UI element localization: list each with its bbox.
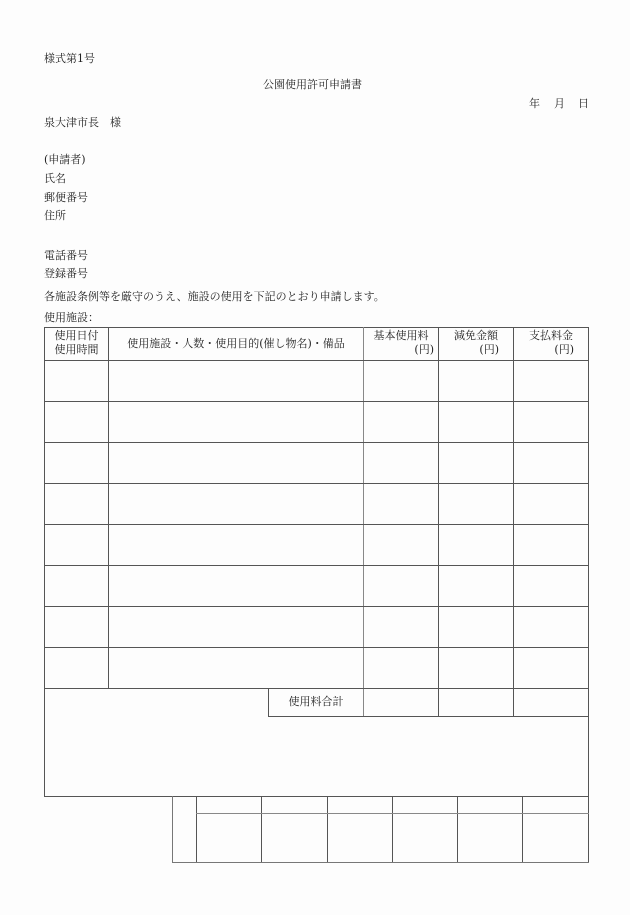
registration-field[interactable] [100, 265, 384, 283]
table-row[interactable] [45, 361, 588, 401]
header-payment [514, 329, 588, 357]
grid-line [457, 796, 458, 863]
table-row[interactable] [45, 525, 588, 565]
statement: 各施設条例等を厳守のうえ、施設の使用を下記のとおり申請します。 [44, 290, 385, 303]
header-date-time [45, 329, 108, 357]
header-date-label: 使用日付 [54, 329, 99, 342]
address-label: 住所 [44, 209, 66, 222]
header-payment-unit: (円) [554, 343, 574, 356]
grid-line [261, 796, 262, 863]
table-border-bottom [44, 796, 589, 797]
table-row[interactable] [45, 443, 588, 483]
header-details: 使用施設・人数・使用目的(催し物名)・備品 [127, 337, 345, 350]
header-reduction [439, 329, 513, 357]
postal-code-field[interactable] [100, 189, 384, 207]
addressee: 泉大津市長 様 [44, 116, 121, 129]
name-label: 氏名 [44, 172, 66, 185]
page-title: 公園使用許可申請書 [263, 78, 362, 91]
header-base-fee-label: 基本使用料 [373, 329, 429, 342]
grid-line [172, 862, 589, 863]
header-payment-label: 支払料金 [529, 329, 573, 342]
header-reduction-unit: (円) [479, 343, 499, 356]
table-divider [44, 688, 589, 689]
table-row[interactable] [45, 607, 588, 647]
total-label: 使用料合計 [288, 695, 344, 708]
table-row[interactable] [45, 648, 588, 688]
grid-line [588, 796, 589, 863]
grid-line [392, 796, 393, 863]
header-time-label: 使用時間 [54, 343, 99, 356]
form-number: 様式第1号 [44, 52, 95, 65]
table-row[interactable] [45, 484, 588, 524]
registration-label: 登録番号 [44, 267, 88, 280]
table-row[interactable] [45, 402, 588, 442]
table-border-top [44, 327, 589, 328]
grid-line [196, 796, 197, 863]
date-month-label: 月 [554, 97, 565, 110]
grid-line [522, 796, 523, 863]
header-base-fee [364, 329, 438, 357]
grid-line [327, 796, 328, 863]
facility-label: 使用施設： [44, 311, 99, 324]
address-field[interactable] [80, 207, 384, 241]
grid-line [172, 796, 173, 863]
phone-field[interactable] [100, 247, 384, 265]
name-field[interactable] [80, 170, 384, 188]
header-base-fee-unit: (円) [414, 343, 434, 356]
table-border-right [588, 327, 589, 797]
date-year-label: 年 [529, 97, 540, 110]
postal-code-label: 郵便番号 [44, 191, 88, 204]
date-day-label: 日 [578, 97, 589, 110]
grid-line [196, 813, 589, 814]
table-row[interactable] [45, 566, 588, 606]
applicant-section-label: (申請者) [44, 153, 86, 166]
phone-label: 電話番号 [44, 249, 88, 262]
remarks-area[interactable] [45, 717, 588, 796]
header-reduction-label: 減免金額 [454, 329, 498, 342]
